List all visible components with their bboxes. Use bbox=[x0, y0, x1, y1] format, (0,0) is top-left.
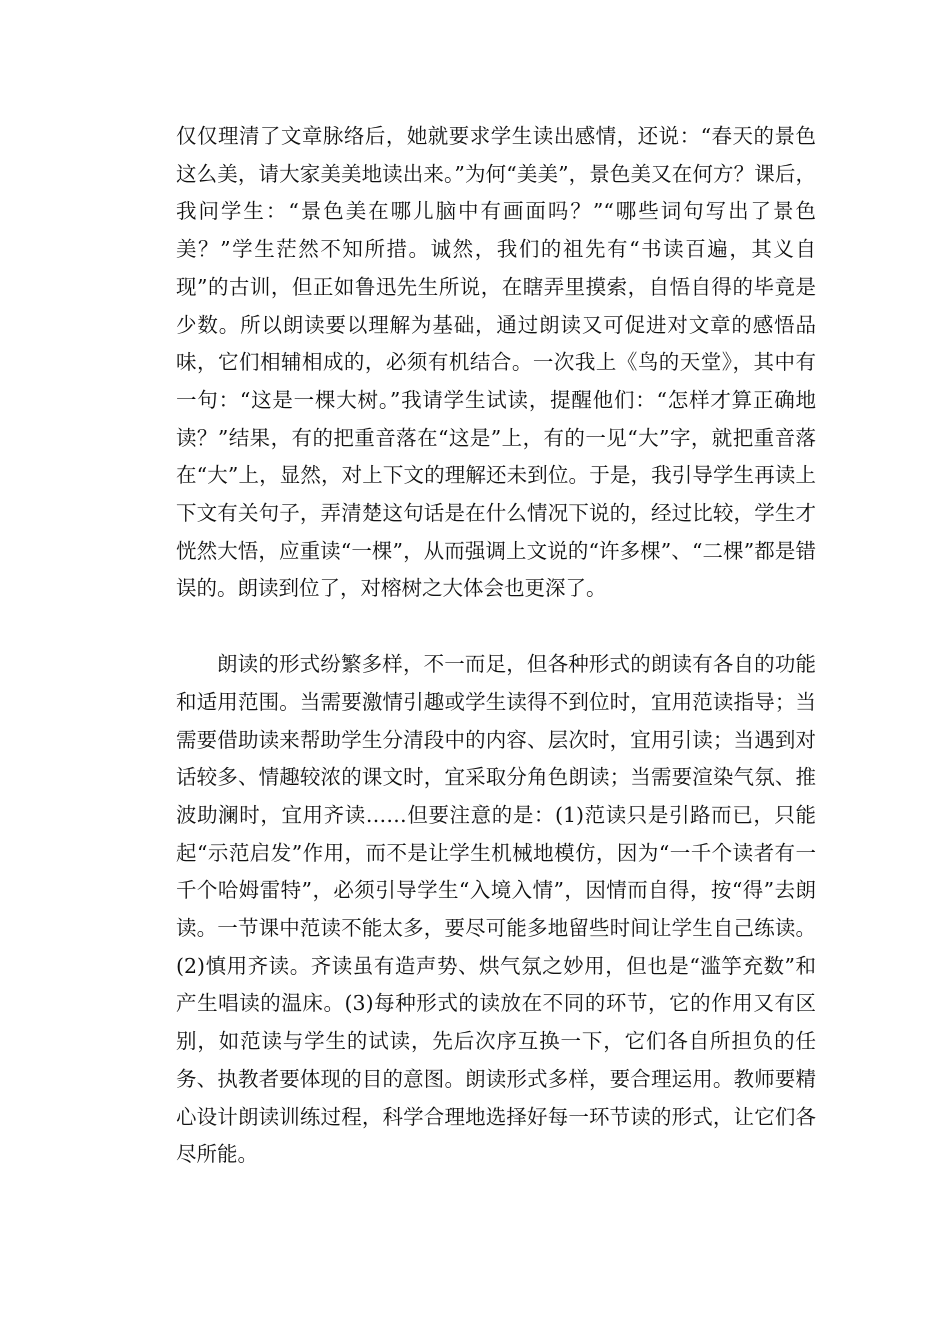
paragraph-reading-forms: 朗读的形式纷繁多样，不一而足，但各种形式的朗读有各自的功能和适用范围。当需要激情引趣或学生读得不到位时，宜用范读指导；当需要借助读来帮助学生分清段中的内容、层次时，宜用引读；当遇到对话较多、情趣较浓的课文时，宜采取分角色朗读；当需要渲染气氛、推波助澜时，宜用齐读……但要注意的是：(1)范读只是引路而已，只能起“示范启发”作用，而不是让学生机械地模仿，因为“一千个读者有一千个哈姆雷特”，必须引导学生“入境入情”，因情而自得，按“得”去朗读。一节课中范读不能太多，要尽可能多地留些时间让学生自己练读。(2)慎用齐读。齐读虽有造声势、烘气氛之妙用，但也是“滥竽充数”和产生唱读的温床。(3)每种形式的读放在不同的环节，它的作用又有区别，如范读与学生的试读，先后次序互换一下，它们各自所担负的任务、执教者要体现的目的意图。朗读形式多样，要合理运用。教师要精心设计朗读训练过程，科学合理地选择好每一环节读的形式，让它们各尽所能。 bbox=[176, 652, 816, 1167]
paragraph-reading-with-understanding: 仅仅理清了文章脉络后，她就要求学生读出感情，还说：“春天的景色这么美，请大家美美地读出来。”为何“美美”，景色美又在何方？课后，我问学生：“景色美在哪儿脑中有画面吗？”“哪些词句写出了景色美？”学生茫然不知所措。诚然，我们的祖先有“书读百遍，其义自现”的古训，但正如鲁迅先生所说，在瞎弄里摸索，自悟自得的毕竟是少数。所以朗读要以理解为基础，通过朗读又可促进对文章的感悟品味，它们相辅相成的，必须有机结合。一次我上《鸟的天堂》，其中有一句：“这是一棵大树。”我请学生试读，提醒他们：“怎样才算正确地读？”结果，有的把重音落在“这是”上，有的一见“大”字，就把重音落在“大”上，显然，对上下文的理解还未到位。于是，我引导学生再读上下文有关句子，弄清楚这句话是在什么情况下说的，经过比较，学生才恍然大悟，应重读“一棵”，从而强调上文说的“许多棵”、“二棵”都是错误的。朗读到位了，对榕树之大体会也更深了。 bbox=[176, 124, 816, 601]
document-body bbox=[176, 118, 816, 1174]
